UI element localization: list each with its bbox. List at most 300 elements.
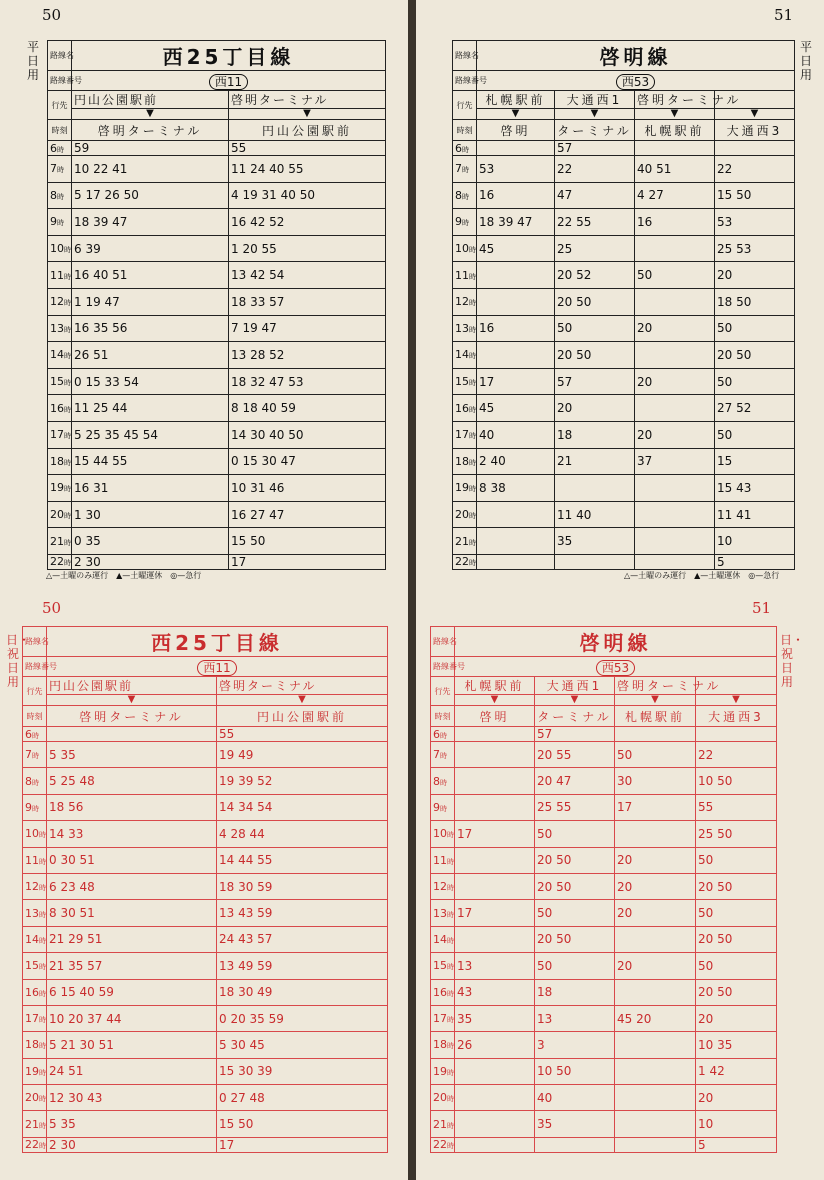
hour-number: 8: [50, 188, 57, 202]
departure-times: 55: [217, 727, 388, 742]
hour-number: 9: [50, 215, 57, 229]
departure-times: [455, 742, 535, 768]
destination-label: 行先: [453, 91, 477, 120]
departure-times: 4 28 44: [217, 821, 388, 847]
departure-times: 19 39 52: [217, 768, 388, 794]
hour-row: [48, 448, 386, 475]
hour-suffix: 時: [447, 1095, 454, 1104]
time-label: 時刻: [431, 706, 455, 727]
time-label: 時刻: [453, 120, 477, 141]
departure-times: 50: [535, 953, 615, 979]
hour-row: [453, 156, 795, 183]
departure-times: 2 30: [72, 554, 229, 569]
hour-row: [453, 315, 795, 342]
hour-label: [23, 1085, 47, 1111]
hour-number: 14: [433, 932, 447, 946]
departure-times: 10 31 46: [229, 475, 386, 502]
hour-suffix: 時: [64, 458, 71, 467]
departure-times: 53: [477, 156, 555, 183]
departure-times: 15 50: [715, 182, 795, 209]
hour-suffix: 時: [469, 458, 476, 467]
departure-times: 17: [615, 794, 696, 820]
hour-suffix: 時: [32, 752, 39, 761]
hour-row: [23, 979, 388, 1005]
hour-number: 11: [433, 853, 447, 867]
departure-times: [635, 501, 715, 528]
departure-times: 14 33: [47, 821, 217, 847]
departure-times: 4 27: [635, 182, 715, 209]
footnote: △—土曜のみ運行 ▲—土曜運休 ◎—急行: [624, 571, 780, 580]
route-title: 啓明線: [455, 627, 777, 657]
hour-label: [431, 768, 455, 794]
hour-label: [23, 1058, 47, 1084]
origin-stop: 啓明ターミナル: [217, 677, 388, 695]
direction-arrow-icon: ▼: [615, 695, 696, 706]
hour-label: [431, 900, 455, 926]
departure-times: 13: [455, 953, 535, 979]
direction-arrow-icon: ▼: [455, 695, 535, 706]
departure-times: [477, 288, 555, 315]
hour-label: [453, 209, 477, 236]
departure-times: 50: [615, 742, 696, 768]
hour-label: [453, 528, 477, 555]
hour-label: [48, 528, 72, 555]
departure-times: 18: [535, 979, 615, 1005]
hour-label: [431, 821, 455, 847]
departure-times: 55: [229, 141, 386, 156]
departure-times: 37: [635, 448, 715, 475]
time-label: 時刻: [48, 120, 72, 141]
schedule-type-label: 平日用: [26, 40, 39, 82]
hour-number: 21: [25, 1117, 39, 1131]
route-number-badge: 西11: [197, 660, 236, 676]
weekday-right-page: [416, 0, 824, 593]
hour-label: [431, 1032, 455, 1058]
destination-stop: 札幌駅前: [635, 120, 715, 141]
departure-times: 50: [715, 368, 795, 395]
route-number-badge: 西53: [616, 74, 655, 90]
hour-number: 19: [433, 1064, 447, 1078]
hour-row: [431, 1111, 777, 1137]
hour-number: 18: [433, 1038, 447, 1052]
origin-stop: 啓明ターミナル: [615, 677, 696, 695]
departure-times: 19 49: [217, 742, 388, 768]
hour-label: [431, 742, 455, 768]
departure-times: 7 19 47: [229, 315, 386, 342]
departure-times: 20: [615, 847, 696, 873]
departure-times: 13: [535, 1005, 615, 1031]
hour-suffix: 時: [39, 1016, 46, 1025]
departure-times: 20 50: [696, 873, 777, 899]
hour-row: [48, 368, 386, 395]
hour-suffix: 時: [447, 963, 454, 972]
hour-row: [23, 847, 388, 873]
hour-number: 9: [433, 800, 440, 814]
hour-label: [48, 141, 72, 156]
hour-number: 12: [433, 880, 447, 894]
hour-suffix: 時: [64, 512, 71, 521]
destination-label: 行先: [48, 91, 72, 120]
departure-times: 25: [555, 235, 635, 262]
route-number-cell: [455, 657, 777, 677]
departure-times: 20: [696, 1005, 777, 1031]
departure-times: 25 55: [535, 794, 615, 820]
departure-times: 13 42 54: [229, 262, 386, 289]
departure-times: 10 50: [535, 1058, 615, 1084]
hour-label: [48, 475, 72, 502]
departure-times: 13 28 52: [229, 342, 386, 369]
departure-times: 40 51: [635, 156, 715, 183]
hour-suffix: 時: [64, 325, 71, 334]
hour-row: [453, 288, 795, 315]
timetable-keimei: [430, 626, 777, 1153]
time-label: 時刻: [23, 706, 47, 727]
hour-label: [431, 847, 455, 873]
departure-times: 1 30: [72, 501, 229, 528]
hour-row: [453, 448, 795, 475]
hour-number: 16: [455, 401, 469, 415]
departure-times: 2 40: [477, 448, 555, 475]
hour-suffix: 時: [447, 989, 454, 998]
departure-times: 18 56: [47, 794, 217, 820]
hour-label: [48, 395, 72, 422]
hour-row: [23, 1137, 388, 1152]
hour-label: [23, 727, 47, 742]
hour-row: [431, 1058, 777, 1084]
departure-times: 1 42: [696, 1058, 777, 1084]
hour-number: 16: [433, 985, 447, 999]
hour-row: [23, 1111, 388, 1137]
departure-times: 15 50: [217, 1111, 388, 1137]
departure-times: 53: [715, 209, 795, 236]
departure-times: 57: [535, 727, 615, 742]
departure-times: 20 47: [535, 768, 615, 794]
hour-label: [431, 979, 455, 1005]
departure-times: 20 52: [555, 262, 635, 289]
hour-number: 21: [433, 1117, 447, 1131]
hour-row: [431, 727, 777, 742]
route-name-label: 路線名: [23, 627, 47, 657]
hour-number: 15: [433, 959, 447, 973]
departure-times: 20: [635, 368, 715, 395]
hour-number: 10: [455, 242, 469, 256]
hour-row: [453, 528, 795, 555]
hour-suffix: 時: [32, 778, 39, 787]
hour-row: [431, 1032, 777, 1058]
departure-times: [635, 528, 715, 555]
departure-times: 11 40: [555, 501, 635, 528]
hour-row: [23, 768, 388, 794]
hour-number: 8: [455, 188, 462, 202]
departure-times: [555, 475, 635, 502]
departure-times: 18 39 47: [477, 209, 555, 236]
hour-label: [23, 847, 47, 873]
departure-times: 17: [217, 1137, 388, 1152]
hour-row: [23, 900, 388, 926]
hour-row: [453, 395, 795, 422]
departure-times: 22: [555, 156, 635, 183]
hour-suffix: 時: [39, 831, 46, 840]
timetable-west25: [47, 40, 386, 570]
departure-times: 10: [696, 1111, 777, 1137]
hour-label: [48, 262, 72, 289]
hour-number: 6: [455, 141, 462, 155]
hour-label: [23, 900, 47, 926]
route-number-label: 路線番号: [23, 657, 47, 677]
hour-suffix: 時: [469, 512, 476, 521]
departure-times: 11 25 44: [72, 395, 229, 422]
hour-suffix: 時: [440, 752, 447, 761]
departure-times: 10: [715, 528, 795, 555]
departure-times: [455, 1058, 535, 1084]
departure-times: [635, 342, 715, 369]
departure-times: 16 31: [72, 475, 229, 502]
departure-times: 35: [455, 1005, 535, 1031]
departure-times: 50: [715, 421, 795, 448]
departure-times: 27 52: [715, 395, 795, 422]
departure-times: [47, 727, 217, 742]
hour-number: 8: [25, 774, 32, 788]
hour-label: [23, 1005, 47, 1031]
route-number-label: 路線番号: [431, 657, 455, 677]
departure-times: 18 32 47 53: [229, 368, 386, 395]
departure-times: 0 35: [72, 528, 229, 555]
route-number-cell: [72, 71, 386, 91]
hour-suffix: 時: [469, 379, 476, 388]
origin-stop: 札幌駅前: [455, 677, 535, 695]
departure-times: 5: [696, 1137, 777, 1152]
hour-suffix: 時: [440, 731, 447, 740]
destination-label: 行先: [23, 677, 47, 706]
departure-times: [477, 554, 555, 569]
hour-row: [431, 979, 777, 1005]
hour-suffix: 時: [469, 432, 476, 441]
hour-suffix: 時: [39, 1042, 46, 1051]
hour-number: 6: [25, 727, 32, 741]
departure-times: [635, 395, 715, 422]
hour-label: [48, 501, 72, 528]
departure-times: 18 39 47: [72, 209, 229, 236]
hour-row: [453, 501, 795, 528]
hour-suffix: 時: [469, 299, 476, 308]
hour-suffix: 時: [469, 559, 476, 568]
hour-suffix: 時: [64, 272, 71, 281]
departure-times: 26: [455, 1032, 535, 1058]
hour-number: 11: [25, 853, 39, 867]
departure-times: 35: [535, 1111, 615, 1137]
page-number: 51: [774, 6, 794, 24]
departure-times: 50: [555, 315, 635, 342]
departure-times: 50: [696, 900, 777, 926]
departure-times: 35: [555, 528, 635, 555]
destination-stop: 札幌駅前: [615, 706, 696, 727]
destination-stop: 大通西3: [696, 706, 777, 727]
hour-suffix: 時: [57, 192, 64, 201]
hour-row: [48, 235, 386, 262]
departure-times: 8 30 51: [47, 900, 217, 926]
departure-times: 50: [715, 315, 795, 342]
hour-label: [23, 953, 47, 979]
departure-times: 50: [696, 847, 777, 873]
hour-label: [48, 235, 72, 262]
hour-suffix: 時: [64, 379, 71, 388]
departure-times: 11 41: [715, 501, 795, 528]
direction-arrow-icon: ▼: [229, 109, 386, 120]
departure-times: 17: [477, 368, 555, 395]
hour-row: [48, 554, 386, 569]
hour-number: 8: [433, 774, 440, 788]
hour-number: 18: [25, 1038, 39, 1052]
hour-row: [453, 209, 795, 236]
hour-label: [431, 1005, 455, 1031]
departure-times: 10 50: [696, 768, 777, 794]
departure-times: [477, 262, 555, 289]
departure-times: 22: [715, 156, 795, 183]
departure-times: 25 53: [715, 235, 795, 262]
hour-row: [431, 926, 777, 952]
departure-times: 20: [615, 900, 696, 926]
hour-label: [431, 926, 455, 952]
departure-times: 55: [696, 794, 777, 820]
hour-suffix: 時: [64, 485, 71, 494]
route-title: 西25丁目線: [72, 41, 386, 71]
hour-number: 18: [50, 454, 64, 468]
departure-times: 50: [535, 900, 615, 926]
hour-label: [23, 742, 47, 768]
hour-suffix: 時: [440, 778, 447, 787]
hour-number: 13: [50, 321, 64, 335]
departure-times: 20: [615, 953, 696, 979]
hour-label: [431, 1111, 455, 1137]
hour-row: [431, 873, 777, 899]
route-number-badge: 西53: [596, 660, 635, 676]
hour-label: [23, 1137, 47, 1152]
hour-suffix: 時: [64, 299, 71, 308]
hour-suffix: 時: [469, 405, 476, 414]
departure-times: 3: [535, 1032, 615, 1058]
departure-times: 10 22 41: [72, 156, 229, 183]
weekday-left-page: [0, 0, 408, 593]
hour-label: [48, 182, 72, 209]
departure-times: 16 27 47: [229, 501, 386, 528]
hour-suffix: 時: [39, 936, 46, 945]
departure-times: [477, 528, 555, 555]
hour-number: 21: [50, 534, 64, 548]
hour-label: [23, 1111, 47, 1137]
hour-number: 12: [50, 295, 64, 309]
departure-times: 20: [635, 315, 715, 342]
direction-arrow-icon: ▼: [555, 109, 635, 120]
hour-number: 15: [455, 375, 469, 389]
hour-row: [453, 262, 795, 289]
hour-label: [48, 315, 72, 342]
departure-times: 45 20: [615, 1005, 696, 1031]
hour-number: 10: [50, 242, 64, 256]
hour-label: [431, 873, 455, 899]
departure-times: 10 20 37 44: [47, 1005, 217, 1031]
hour-row: [431, 900, 777, 926]
origin-stop: 札幌駅前: [477, 91, 555, 109]
hour-label: [48, 368, 72, 395]
departure-times: 25 50: [696, 821, 777, 847]
departure-times: 20 50: [555, 342, 635, 369]
hour-number: 9: [455, 215, 462, 229]
departure-times: 5 17 26 50: [72, 182, 229, 209]
hour-suffix: 時: [469, 325, 476, 334]
hour-suffix: 時: [57, 145, 64, 154]
departure-times: 16 35 56: [72, 315, 229, 342]
schedule-type-label: 日・祝日用: [780, 633, 805, 689]
hour-number: 7: [25, 748, 32, 762]
hour-label: [23, 1032, 47, 1058]
hour-suffix: 時: [469, 352, 476, 361]
hour-label: [453, 395, 477, 422]
hour-label: [453, 448, 477, 475]
hour-row: [48, 141, 386, 156]
departure-times: 1 20 55: [229, 235, 386, 262]
departure-times: [635, 475, 715, 502]
departure-times: [615, 1137, 696, 1152]
hour-number: 10: [25, 827, 39, 841]
departure-times: [615, 821, 696, 847]
hour-suffix: 時: [57, 166, 64, 175]
departure-times: 17: [229, 554, 386, 569]
hour-suffix: 時: [462, 145, 469, 154]
hour-label: [453, 421, 477, 448]
origin-stop: 大通西1: [555, 91, 635, 109]
hour-suffix: 時: [39, 1068, 46, 1077]
departure-times: 20: [696, 1085, 777, 1111]
hour-row: [23, 953, 388, 979]
departure-times: 50: [535, 821, 615, 847]
departure-times: 20 50: [535, 926, 615, 952]
hour-suffix: 時: [440, 804, 447, 813]
route-number-label: 路線番号: [48, 71, 72, 91]
hour-number: 14: [455, 348, 469, 362]
departure-times: 17: [455, 900, 535, 926]
departure-times: 6 39: [72, 235, 229, 262]
hour-row: [453, 421, 795, 448]
departure-times: 20 50: [715, 342, 795, 369]
hour-row: [48, 528, 386, 555]
departure-times: 22 55: [555, 209, 635, 236]
hour-suffix: 時: [469, 246, 476, 255]
destination-stop: ターミナル: [535, 706, 615, 727]
departure-times: 6 23 48: [47, 873, 217, 899]
departure-times: 18 30 59: [217, 873, 388, 899]
departure-times: 20: [635, 421, 715, 448]
hour-number: 20: [50, 508, 64, 522]
hour-label: [48, 209, 72, 236]
hour-suffix: 時: [447, 884, 454, 893]
hour-row: [23, 926, 388, 952]
hour-row: [453, 554, 795, 569]
direction-arrow-icon: ▼: [217, 695, 388, 706]
departure-times: [615, 979, 696, 1005]
hour-number: 13: [25, 906, 39, 920]
destination-stop: 円山公園駅前: [229, 120, 386, 141]
departure-times: 1 19 47: [72, 288, 229, 315]
departure-times: 6 15 40 59: [47, 979, 217, 1005]
hour-label: [431, 953, 455, 979]
departure-times: 15 44 55: [72, 448, 229, 475]
departure-times: 5 30 45: [217, 1032, 388, 1058]
hour-label: [23, 979, 47, 1005]
hour-label: [431, 1137, 455, 1152]
hour-row: [48, 182, 386, 209]
departure-times: 22: [696, 742, 777, 768]
departure-times: [615, 1111, 696, 1137]
